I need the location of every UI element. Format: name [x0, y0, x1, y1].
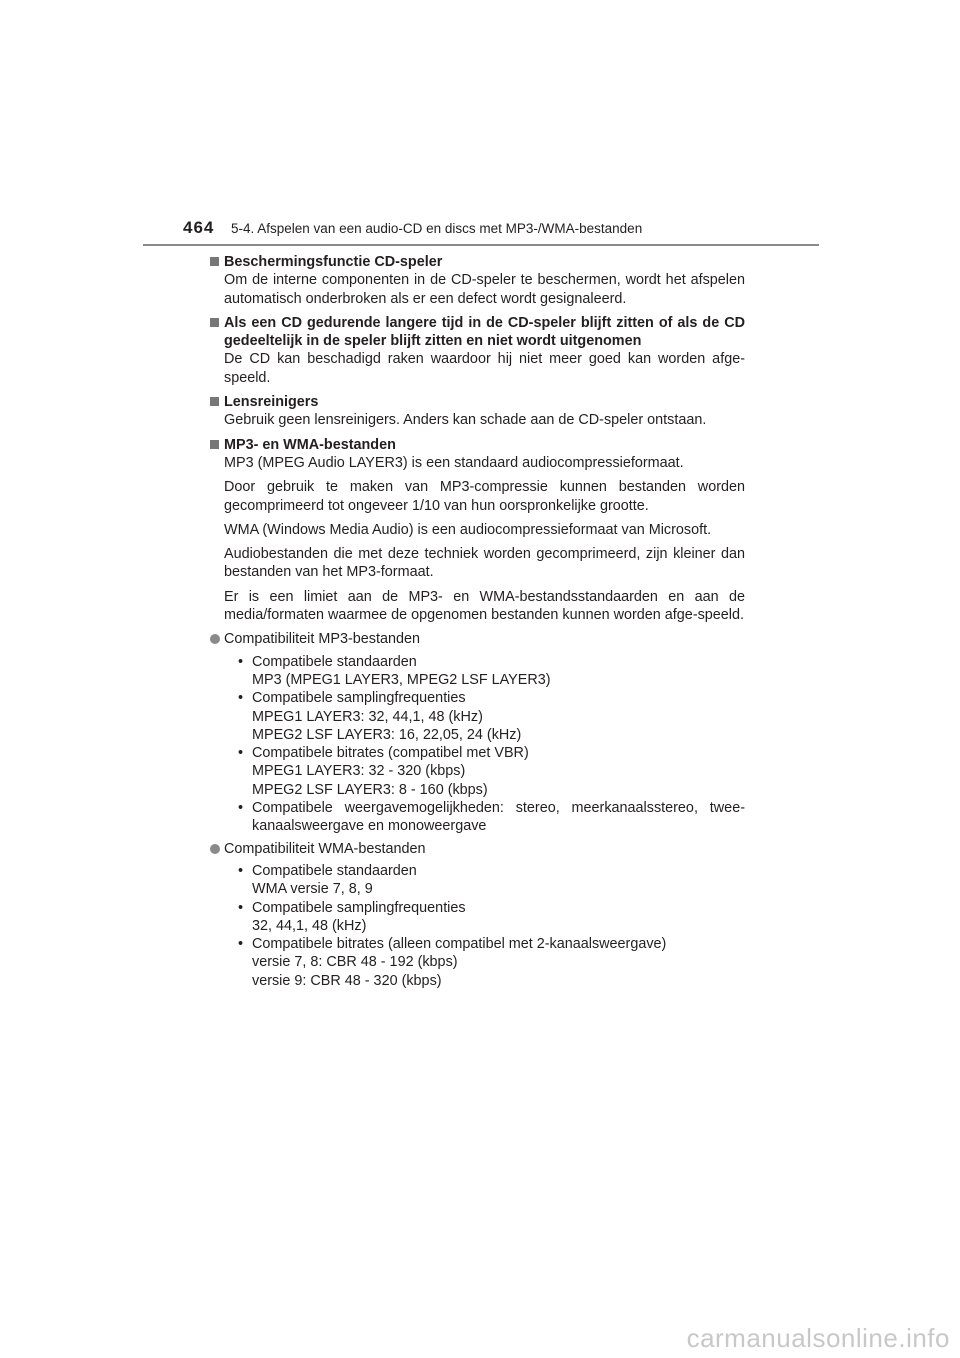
- section-heading: [210, 436, 745, 454]
- item-value: versie 7, 8: CBR 48 - 192 (kbps): [252, 954, 458, 971]
- paragraph: Gebruik geen lensreinigers. Anders kan schade aan de CD-speler ontstaan.: [224, 412, 707, 429]
- bullet-icon: •: [238, 936, 244, 953]
- item-value: MPEG2 LSF LAYER3: 8 - 160 (kbps): [252, 781, 488, 798]
- item-value: MPEG1 LAYER3: 32, 44,1, 48 (kHz): [252, 708, 483, 725]
- list-item: [236, 935, 745, 990]
- paragraph: Om de interne componenten in de CD-speler te beschermen, wordt het afspelen automatisch onderbroken als er een defect wordt gesignaleerd.: [224, 272, 745, 307]
- paragraph: De CD kan beschadigd raken waardoor hij niet meer goed kan worden afge-speeld.: [224, 351, 745, 386]
- item-value: MP3 (MPEG1 LAYER3, MPEG2 LSF LAYER3): [252, 671, 551, 688]
- list-item: [236, 689, 745, 744]
- chapter-title: 5-4. Afspelen van een audio-CD en discs met MP3-/WMA-bestanden: [231, 221, 643, 236]
- heading-text: Beschermingsfunctie CD-speler: [224, 254, 443, 270]
- watermark: carmanualsonline.info: [686, 1323, 950, 1353]
- list-item: [236, 653, 745, 690]
- heading-text: Als een CD gedurende langere tijd in de CD-speler blijft zitten of als de CD gedeeltelijk in de speler blijft zitten en niet wordt uitgenomen: [224, 314, 745, 350]
- compat-mp3-list: [210, 653, 745, 836]
- section-mp3-wma: [210, 436, 745, 625]
- section-heading: [210, 314, 745, 351]
- item-label: Compatibele samplingfrequenties: [252, 899, 466, 916]
- compat-wma-title: Compatibiliteit WMA-bestanden: [224, 840, 426, 857]
- header-rule: [143, 244, 819, 246]
- paragraph: Audiobestanden die met deze techniek worden gecomprimeerd, zijn kleiner dan bestanden van het MP3-formaat.: [224, 546, 745, 581]
- page-content: [210, 253, 745, 994]
- compat-mp3-title: Compatibiliteit MP3-bestanden: [224, 631, 420, 648]
- item-label: Compatibele standaarden: [252, 653, 417, 670]
- heading-text: MP3- en WMA-bestanden: [224, 436, 396, 453]
- square-bullet-icon: [210, 397, 219, 406]
- bullet-icon: •: [238, 862, 244, 879]
- page-number: 464: [183, 218, 215, 237]
- item-label: Compatibele weergavemogelijkheden: stereo, meerkanaalsstereo, twee-kanaalsweergave en monoweergave: [252, 800, 745, 835]
- list-item: [236, 862, 745, 899]
- paragraph: Er is een limiet aan de MP3- en WMA-bestandsstandaarden en aan de media/formaten waarmee de opgenomen bestanden kunnen worden afge-speeld.: [224, 588, 745, 624]
- compat-wma-heading: [210, 840, 745, 858]
- item-label: Compatibele samplingfrequenties: [252, 690, 466, 707]
- bullet-icon: •: [238, 653, 244, 670]
- paragraph: WMA (Windows Media Audio) is een audiocompressieformaat van Microsoft.: [224, 521, 712, 538]
- section-heading: [210, 253, 745, 271]
- section-lens-cleaners: [210, 393, 745, 430]
- item-label: Compatibele bitrates (alleen compatibel met 2-kanaalsweergave): [252, 936, 667, 953]
- bullet-icon: •: [238, 800, 244, 817]
- item-value: MPEG1 LAYER3: 32 - 320 (kbps): [252, 763, 466, 780]
- item-label: Compatibele standaarden: [252, 862, 417, 879]
- section-cd-stuck: [210, 314, 745, 387]
- bullet-icon: •: [238, 745, 244, 762]
- item-value: MPEG2 LSF LAYER3: 16, 22,05, 24 (kHz): [252, 726, 522, 743]
- item-value: 32, 44,1, 48 (kHz): [252, 917, 367, 934]
- circle-bullet-icon: [210, 844, 220, 854]
- square-bullet-icon: [210, 440, 219, 449]
- list-item: [236, 899, 745, 936]
- square-bullet-icon: [210, 257, 219, 266]
- compat-mp3-heading: [210, 630, 745, 648]
- paragraph: MP3 (MPEG Audio LAYER3) is een standaard audiocompressieformaat.: [224, 454, 684, 471]
- list-item: [236, 744, 745, 799]
- paragraph: Door gebruik te maken van MP3-compressie kunnen bestanden worden gecomprimeerd tot ongeveer 1/10 van hun oorspronkelijke grootte.: [224, 479, 745, 514]
- section-cd-protection: [210, 253, 745, 308]
- compat-wma-list: [210, 862, 745, 990]
- section-heading: [210, 393, 745, 411]
- heading-text: Lensreinigers: [224, 394, 319, 411]
- item-label: Compatibele bitrates (compatibel met VBR): [252, 745, 529, 762]
- circle-bullet-icon: [210, 634, 220, 644]
- list-item: [236, 799, 745, 836]
- bullet-icon: •: [238, 690, 244, 707]
- bullet-icon: •: [238, 899, 244, 916]
- item-value: WMA versie 7, 8, 9: [252, 881, 373, 898]
- item-value: versie 9: CBR 48 - 320 (kbps): [252, 972, 442, 989]
- square-bullet-icon: [210, 318, 219, 327]
